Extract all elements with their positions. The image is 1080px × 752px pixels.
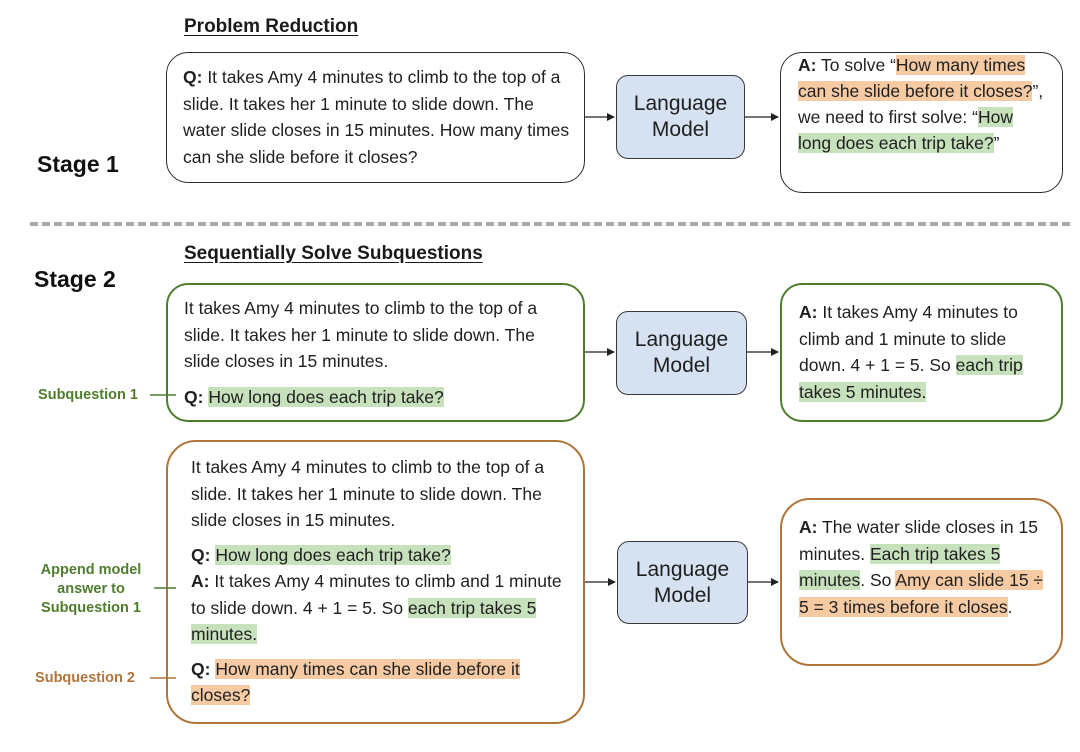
highlight-subquestion1: How long does each trip take?: [215, 544, 451, 565]
answer-text: . So: [860, 570, 896, 590]
answer-text: To solve “: [816, 55, 896, 75]
language-model-label: Language Model: [635, 557, 730, 607]
a-prefix: A:: [799, 302, 818, 322]
highlight-subquestion1: How long does each trip take?: [208, 386, 444, 407]
answer-text: .: [1007, 596, 1013, 617]
highlight-appended-answer: each trip takes 5 minutes.: [191, 597, 537, 644]
subquestion1-context: It takes Amy 4 minutes to climb to the top of a slide. It takes her 1 minute to slide down. The slide closes in 15 minutes.: [184, 298, 538, 371]
a-prefix: A:: [799, 517, 818, 537]
answer-text: The water slide closes in 15 minutes.: [799, 517, 1038, 564]
stage1-label: Stage 1: [37, 151, 119, 177]
q-prefix: Q:: [191, 658, 211, 679]
stage2-heading: Sequentially Solve Subquestions: [184, 243, 483, 264]
q-prefix: Q:: [191, 544, 211, 565]
highlight-final-answer: Amy can slide 15 ÷ 5 = 3 times before it closes: [799, 570, 1044, 617]
subquestion1-side-label: Subquestion 1: [38, 387, 138, 403]
a-prefix: A:: [191, 571, 210, 591]
a-prefix: A:: [798, 55, 817, 75]
answer-text: It takes Amy 4 minutes to climb and 1 minute to slide down. 4 + 1 = 5. So: [799, 302, 1018, 375]
highlight-subquestion: How long does each trip take?: [798, 107, 1013, 153]
highlight-answer: Each trip takes 5 minutes: [799, 543, 1001, 590]
stage2-label: Stage 2: [34, 266, 116, 292]
q-prefix: Q:: [183, 67, 203, 87]
answer-text: ”, we need to first solve: “: [798, 81, 1044, 127]
question-text: It takes Amy 4 minutes to climb to the top of a slide. It takes her 1 minute to slide down. The water slide closes in 15 minutes. How many times can she slide before it closes?: [183, 67, 570, 167]
highlight-subquestion2: How many times can she slide before it closes?: [191, 658, 520, 705]
subquestion2-side-label: Subquestion 2: [35, 670, 135, 686]
append-answer-label: Append model answer to Subquestion 1: [40, 562, 142, 616]
appended-answer-text: It takes Amy 4 minutes to climb and 1 minute to slide down. 4 + 1 = 5. So: [191, 571, 562, 618]
q-prefix: Q:: [184, 386, 204, 407]
answer-text: ”: [993, 133, 1000, 153]
language-model-label: Language Model: [634, 328, 729, 377]
language-model-label: Language Model: [633, 92, 728, 141]
stage1-heading: Problem Reduction: [184, 16, 359, 37]
highlight-answer: each trip takes 5 minutes.: [799, 355, 1023, 402]
highlight-main-question: How many times can she slide before it closes?: [798, 55, 1033, 101]
subquestion2-context: It takes Amy 4 minutes to climb to the top of a slide. It takes her 1 minute to slide down. The slide closes in 15 minutes.: [191, 457, 545, 530]
